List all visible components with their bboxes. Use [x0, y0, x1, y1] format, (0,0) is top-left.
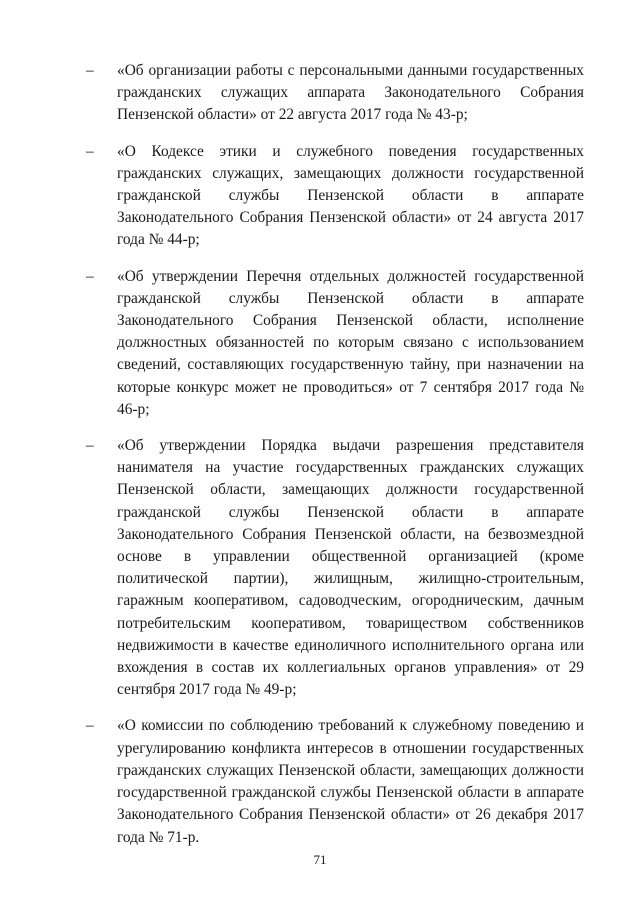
list-item-text: «О комиссии по соблюдению требований к служебному поведению и урегулированию конфликта интересов в отношении государственных гражданских служащих Пензенской области, замещающих должности государственной гражданской службы Пензенской области в аппарате Законодательного Собрания Пензенской области» от 26 декабря 2017 года № 71-р.	[117, 717, 584, 846]
list-item-text: «Об утверждении Порядка выдачи разрешения представителя нанимателя на участие государственных гражданских служащих Пензенской области, замещающих должности государственной гражданской службы Пензенской области в аппарате Законодательного Собрания Пензенской области, на безвозмездной основе в управлении общественной организацией (кроме политической партии), жилищным, жилищно-строительным, гаражным кооперативом, садоводческим, огородническим, дачным потребительским кооперативом, товариществом собственников недвижимости в качестве единоличного исполнительного органа или вхождения в состав их коллегиальных органов управления» от 29 сентября 2017 года № 49-р;	[117, 437, 584, 699]
list-item	[86, 435, 584, 701]
list-item	[86, 715, 584, 848]
list-item-text: «О Кодексе этики и служебного поведения государственных гражданских служащих, замещающих должности государственной гражданской службы Пензенской области в аппарате Законодательного Собрания Пензенской области» от 24 августа 2017 года № 44-р;	[117, 142, 584, 249]
list-marker: –	[86, 142, 94, 160]
list-item	[86, 60, 584, 127]
list-marker: –	[86, 437, 94, 455]
document-body	[86, 60, 584, 863]
list-item	[86, 141, 584, 252]
list-marker: –	[86, 267, 94, 285]
list-item	[86, 266, 584, 421]
page-number: 71	[313, 852, 327, 867]
list-marker: –	[86, 717, 94, 735]
list-marker: –	[86, 62, 94, 79]
list-item-text: «Об утверждении Перечня отдельных должностей государственной гражданской службы Пензенской области в аппарате Законодательного Собрания Пензенской области, исполнение должностных обязанностей по которым связано с использованием сведений, составляющих государственную тайну, при назначении на которые конкурс может не проводиться» от 7 сентября 2017 года № 46-р;	[117, 267, 584, 418]
list-item-text: «Об организации работы с персональными данными государственных гражданских служащих аппарата Законодательного Собрания Пензенской области» от 22 августа 2017 года № 43-р;	[117, 62, 584, 124]
